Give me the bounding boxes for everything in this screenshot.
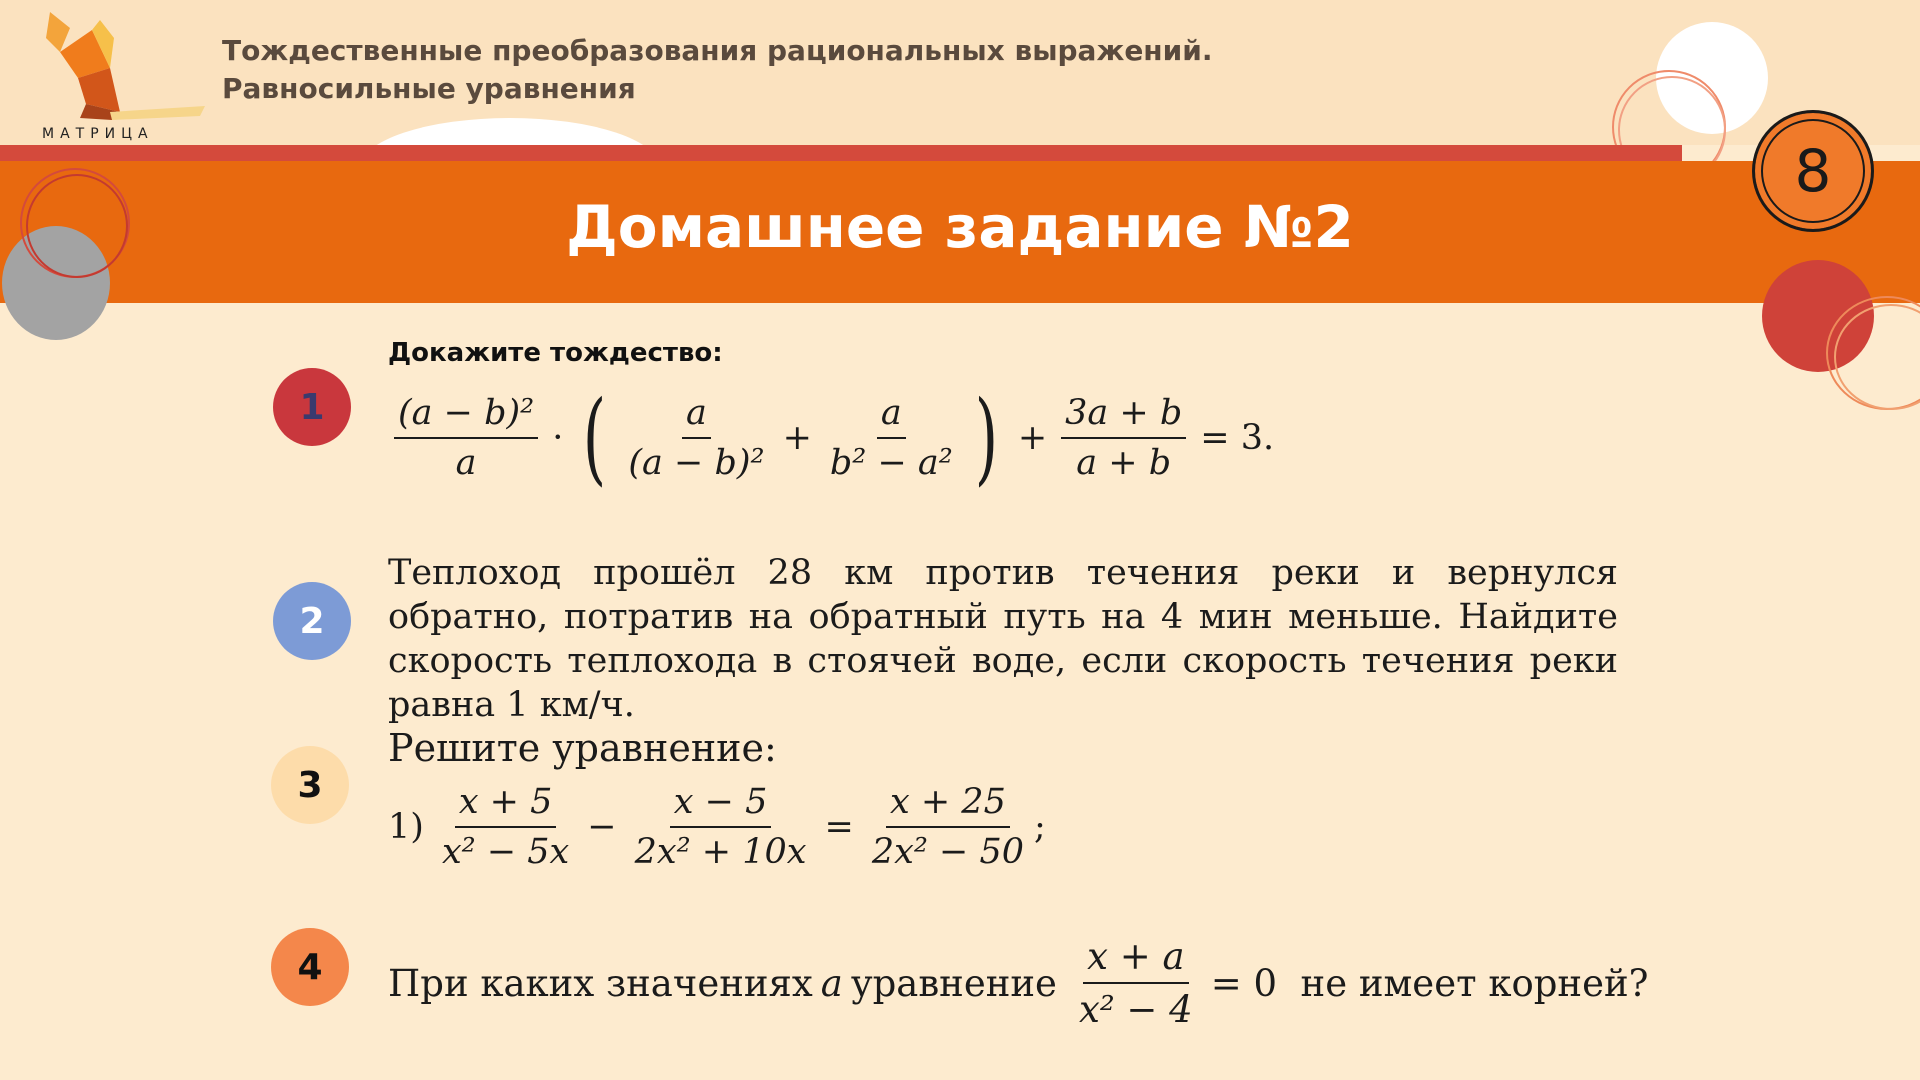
fraction	[631, 782, 811, 872]
plus-operator: +	[1017, 418, 1048, 458]
fraction	[624, 393, 768, 483]
fraction	[868, 782, 1028, 872]
task3-equation	[388, 782, 1046, 872]
denominator: b² − a²	[829, 443, 953, 483]
numerator: x + 5	[455, 782, 557, 828]
numerator: a	[682, 393, 711, 439]
task4-question	[388, 935, 1656, 1031]
task4-variable: a	[820, 961, 843, 1005]
item-number: 1)	[388, 807, 424, 847]
task-number-4: 4	[271, 928, 349, 1006]
task4-text-before: При каких значениях	[388, 961, 813, 1005]
dot-operator: ·	[552, 418, 564, 458]
denominator: a	[455, 443, 477, 483]
numerator: x − 5	[670, 782, 772, 828]
equals-operator: =	[824, 807, 854, 847]
task-number-1: 1	[273, 368, 351, 446]
header-title	[222, 32, 1213, 108]
task2-text: Теплоход прошёл 28 км против течения реки и вернулся обратно, потратив на обратный путь на 4 мин меньше. Найдите скорость теплохода в стоячей воде, если скорость течения реки равна 1 км/ч.	[388, 553, 1618, 725]
plus-operator: +	[782, 418, 812, 458]
semicolon: ;	[1034, 807, 1046, 847]
denominator: x² − 5x	[441, 832, 570, 872]
slide-title: Домашнее задание №2	[566, 193, 1354, 261]
fraction	[394, 393, 538, 483]
logo-text: МАТРИЦА	[42, 126, 154, 142]
left-paren: (	[583, 379, 607, 496]
denominator: x² − 4	[1078, 988, 1193, 1031]
denominator: 2x² − 50	[871, 832, 1024, 872]
numerator: (a − b)²	[394, 393, 538, 439]
task3-heading: Решите уравнение:	[388, 726, 777, 770]
denominator: 2x² + 10x	[634, 832, 807, 872]
fraction	[1061, 393, 1186, 483]
result: = 3.	[1200, 418, 1275, 458]
task-number-2: 2	[273, 582, 351, 660]
task4-text-mid: уравнение	[850, 961, 1057, 1005]
right-paren: )	[974, 379, 999, 496]
page-number: 8	[1752, 110, 1874, 232]
task1-identity	[388, 379, 1282, 496]
task-number-3: 3	[271, 746, 349, 824]
numerator: x + a	[1083, 935, 1188, 984]
header-title-line2: Равносильные уравнения	[222, 72, 636, 105]
fraction	[438, 782, 573, 872]
fraction	[1075, 935, 1197, 1031]
red-stripe	[0, 145, 1682, 161]
header-title-line1: Тождественные преобразования рациональных выражений.	[222, 34, 1213, 67]
fraction	[826, 393, 957, 483]
numerator: 3a + b	[1061, 393, 1186, 439]
denominator: a + b	[1076, 443, 1172, 483]
task4-text-after: = 0 не имеет корней?	[1210, 961, 1649, 1005]
numerator: x + 25	[886, 782, 1010, 828]
task1-label: Докажите тождество:	[388, 338, 723, 368]
denominator: (a − b)²	[628, 443, 765, 483]
numerator: a	[877, 393, 906, 439]
minus-operator: −	[587, 807, 617, 847]
